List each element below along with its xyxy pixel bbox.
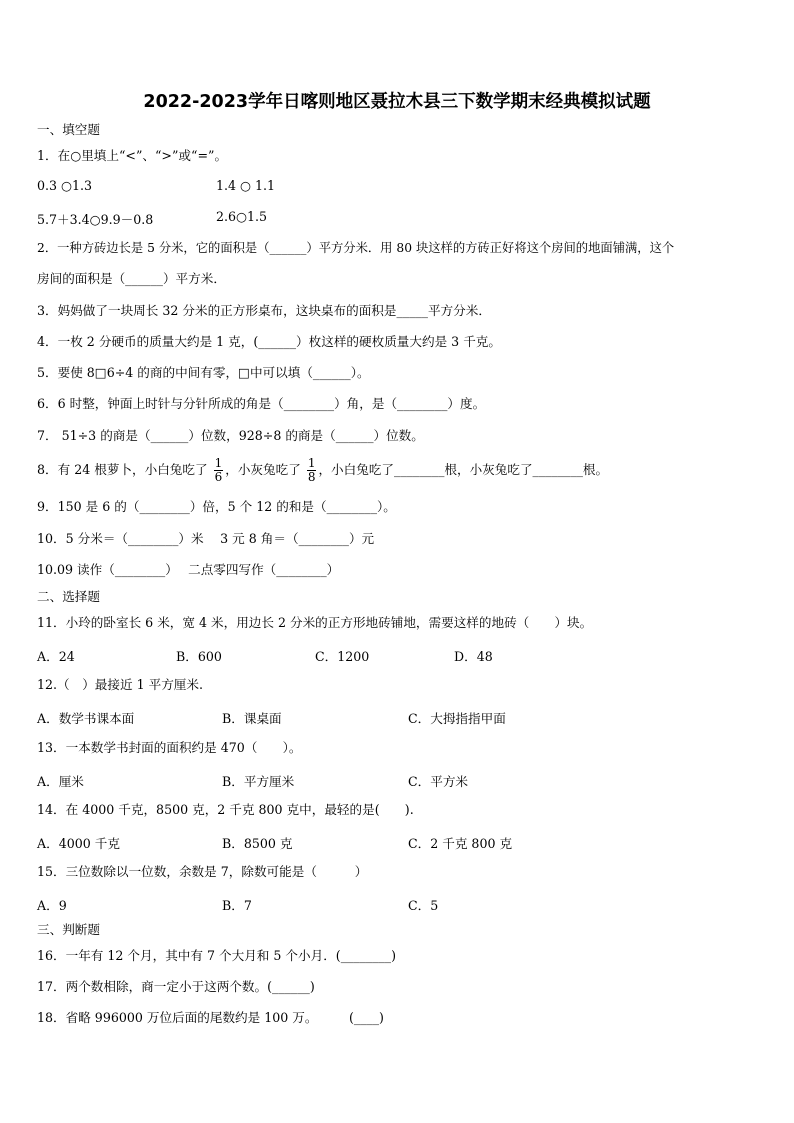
section-fill-blank: 一、填空题 bbox=[37, 122, 100, 137]
q14-option-c: C．2 千克 800 克 bbox=[408, 836, 513, 851]
question-14: 14．在 4000 千克，8500 克，2 千克 800 克中，最轻的是( ). bbox=[37, 802, 414, 817]
q13-option-a: A．厘米 bbox=[37, 774, 84, 789]
question-15: 15．三位数除以一位数，余数是 7，除数可能是（ ） bbox=[37, 864, 368, 879]
question-16: 16．一年有 12 个月，其中有 7 个大月和 5 个小月．(________) bbox=[37, 948, 396, 963]
question-1: 1．在○里填上“<”、“>”或“=”。 bbox=[37, 148, 228, 163]
q11-option-a: A．24 bbox=[37, 649, 75, 664]
question-2-line1: 2．一种方砖边长是 5 分米，它的面积是（______）平方分米．用 80 块这样的方砖正好将这个房间的地面铺满，这个 bbox=[37, 241, 675, 255]
question-6: 6．6 时整，钟面上时针与分针所成的角是（________）角，是（________）度。 bbox=[37, 396, 486, 411]
q8-part2: ，小灰兔吃了 bbox=[225, 462, 301, 477]
q8-fraction-2-numerator: 1 bbox=[307, 456, 316, 470]
q1-item-a: 0.3 ○1.3 bbox=[37, 178, 93, 193]
question-12: 12.（ ）最接近 1 平方厘米. bbox=[37, 677, 203, 692]
q1-item-d: 2.6○1.5 bbox=[216, 209, 268, 224]
q8-fraction-2-denominator: 8 bbox=[307, 470, 316, 484]
q12-option-a: A．数学书课本面 bbox=[37, 711, 135, 726]
q15-option-a: A．9 bbox=[37, 898, 67, 913]
q11-option-c: C．1200 bbox=[315, 649, 370, 664]
question-5: 5．要使 8□6÷4 的商的中间有零，□中可以填（______）。 bbox=[37, 365, 370, 380]
q8-fraction-1-numerator: 1 bbox=[214, 456, 223, 470]
q14-option-b: B．8500 克 bbox=[222, 836, 293, 851]
question-13: 13．一本数学书封面的面积约是 470（ ）。 bbox=[37, 740, 302, 755]
q13-option-c: C．平方米 bbox=[408, 774, 469, 789]
q12-option-b: B．课桌面 bbox=[222, 711, 282, 726]
question-18: 18．省略 996000 万位后面的尾数约是 100 万。 (____) bbox=[37, 1010, 384, 1025]
q1-item-b: 1.4 ○ 1.1 bbox=[216, 178, 276, 193]
q13-option-b: B．平方厘米 bbox=[222, 774, 295, 789]
q14-option-a: A．4000 千克 bbox=[37, 836, 120, 851]
q15-option-c: C．5 bbox=[408, 898, 439, 913]
q8-part3: ，小白兔吃了________根，小灰兔吃了________根。 bbox=[318, 462, 609, 477]
q8-part1: 8．有 24 根萝卜，小白兔吃了 bbox=[37, 462, 208, 477]
question-10: 10．5 分米＝（________）米 3 元 8 角＝（________）元 bbox=[37, 531, 375, 546]
question-4: 4．一枚 2 分硬币的质量大约是 1 克，(______）枚这样的硬枚质量大约是 3 千克。 bbox=[37, 334, 501, 349]
q11-option-b: B．600 bbox=[176, 649, 222, 664]
question-17: 17．两个数相除，商一定小于这两个数。(______) bbox=[37, 979, 315, 994]
q12-option-c: C．大拇指指甲面 bbox=[408, 711, 506, 726]
q15-option-b: B．7 bbox=[222, 898, 252, 913]
section-true-false: 三、判断题 bbox=[37, 922, 100, 937]
question-8 bbox=[37, 454, 608, 486]
question-9: 9．150 是 6 的（________）倍，5 个 12 的和是（________）。 bbox=[37, 499, 396, 514]
page-title: 2022-2023学年日喀则地区聂拉木县三下数学期末经典模拟试题 bbox=[143, 92, 651, 112]
question-10-09: 10.09 读作（________） 二点零四写作（________） bbox=[37, 562, 340, 577]
question-3: 3．妈妈做了一块周长 32 分米的正方形桌布，这块桌布的面积是_____平方分米． bbox=[37, 303, 491, 318]
q1-item-c: 5.7＋3.4○9.9－0.8 bbox=[37, 212, 154, 227]
q8-fraction-1-denominator: 6 bbox=[214, 470, 223, 484]
question-2-line2: 房间的面积是（______）平方米． bbox=[37, 271, 226, 286]
question-11: 11．小玲的卧室长 6 米，宽 4 米，用边长 2 分米的正方形地砖铺地，需要这样的地砖（ ）块。 bbox=[37, 615, 593, 630]
q8-fraction-2 bbox=[307, 457, 317, 484]
q8-fraction-1 bbox=[214, 457, 224, 484]
q11-option-d: D．48 bbox=[454, 649, 493, 664]
section-choice: 二、选择题 bbox=[37, 589, 100, 604]
question-7: 7． 51÷3 的商是（______）位数，928÷8 的商是（______）位数。 bbox=[37, 428, 424, 443]
